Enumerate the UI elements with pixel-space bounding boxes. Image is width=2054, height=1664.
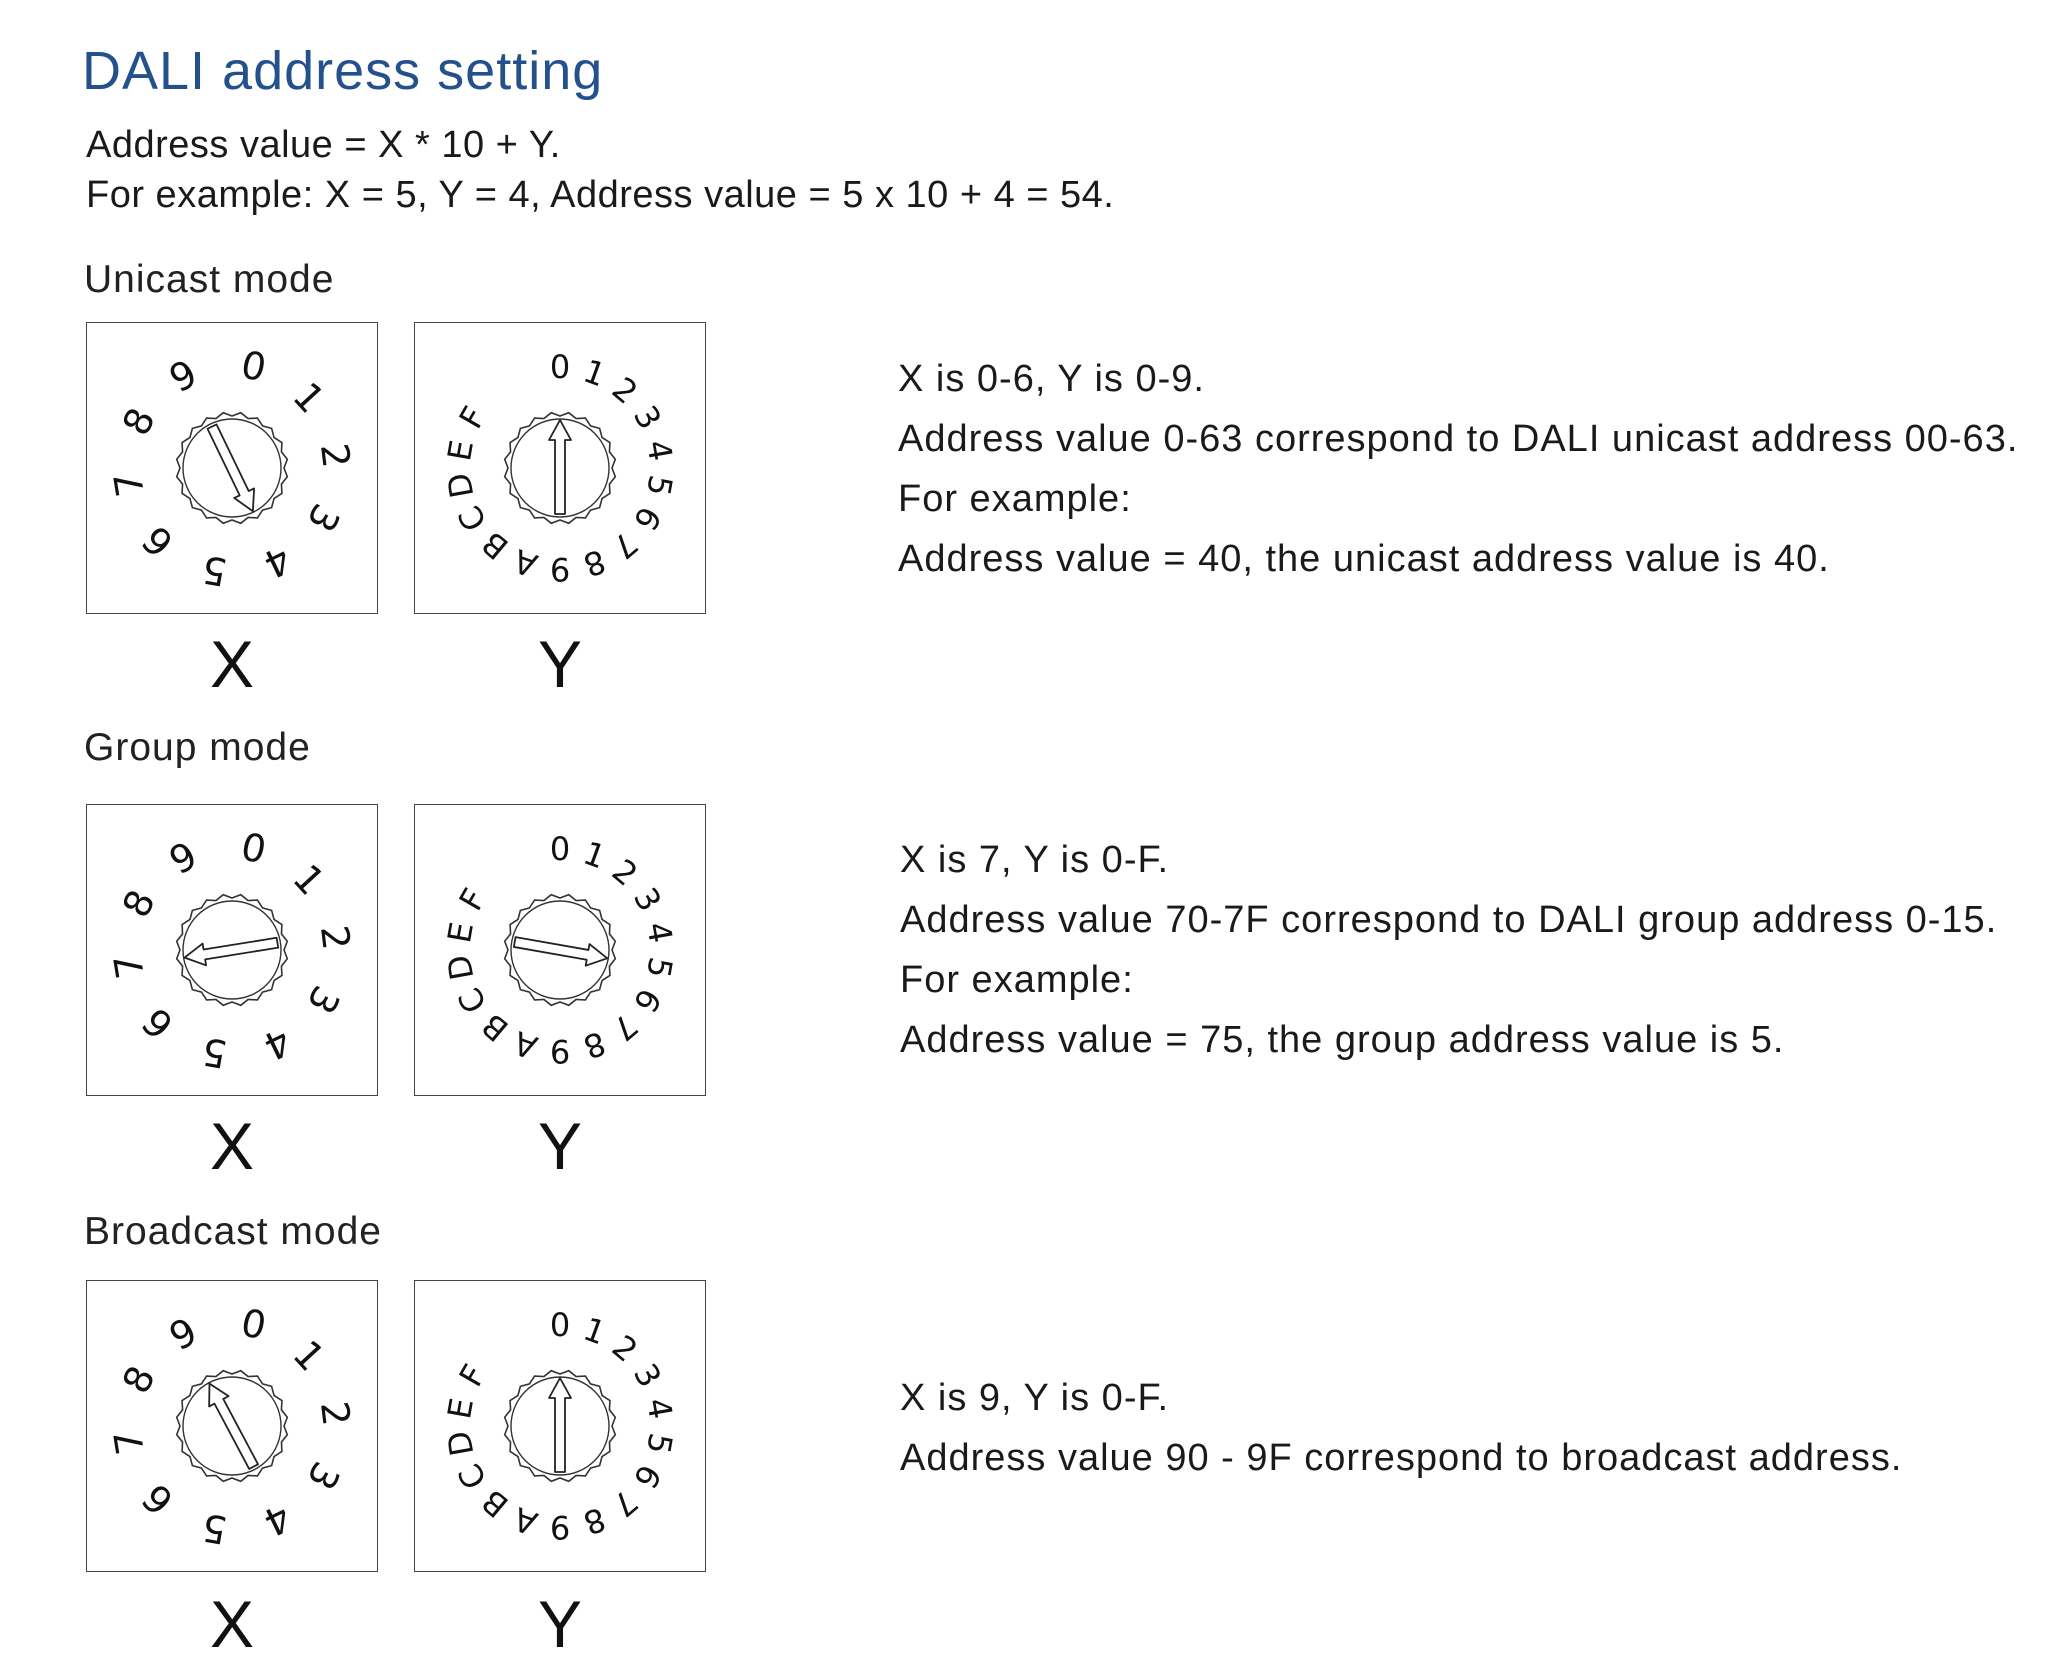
dial-digit: 0: [549, 1306, 571, 1344]
unicast-desc-line: Address value 0-63 correspond to DALI unicast address 00-63.: [898, 418, 2019, 460]
dial-digit: 6: [625, 1458, 670, 1495]
broadcast-description: [900, 1368, 1902, 1488]
dial-digit: 8: [578, 1499, 611, 1543]
dial-digit: 4: [638, 437, 680, 464]
dial-digit: E: [440, 919, 482, 946]
dial-digit: 5: [638, 954, 680, 981]
dial-digit: 6: [133, 517, 183, 566]
dial-digit: 7: [105, 1427, 153, 1458]
dial-digit: C: [450, 499, 495, 538]
dial-digit: 4: [638, 919, 680, 946]
unicast-desc-line: X is 0-6, Y is 0-9.: [898, 358, 1205, 400]
dial-digit: 1: [578, 1309, 611, 1353]
dial-digit: 8: [578, 1023, 611, 1067]
dial-digit: C: [450, 981, 495, 1020]
unicast-y-rotary-switch[interactable]: [414, 322, 706, 614]
dial-digit: B: [474, 523, 516, 567]
dial-digit: 0: [549, 348, 571, 386]
dial-digit: 2: [604, 369, 645, 412]
dial-digit: 2: [311, 922, 359, 953]
dial-digit: D: [439, 470, 482, 501]
dial-digit: 5: [198, 1504, 230, 1553]
dial-digit: 3: [625, 881, 670, 918]
dial-digit: F: [451, 1358, 494, 1393]
dial-digit: 3: [625, 1357, 670, 1394]
unicast-mode-heading: Unicast mode: [84, 258, 335, 301]
dial-digit: 7: [604, 1482, 645, 1525]
dial-digit: 3: [625, 399, 670, 436]
dial-digit: A: [508, 1023, 543, 1067]
dial-digit: 4: [256, 536, 298, 587]
dial-digit: F: [451, 882, 494, 917]
dial-digit: 7: [604, 1006, 645, 1049]
dial-digit: 2: [311, 1398, 359, 1429]
dial-digit: 4: [256, 1018, 298, 1069]
dial-digit: 1: [578, 351, 611, 395]
unicast-desc-line: Address value = 40, the unicast address value is 40.: [898, 538, 1830, 580]
group-mode-heading: Group mode: [84, 726, 311, 769]
dial-digit: 1: [284, 1332, 334, 1380]
broadcast-desc-line: Address value 90 - 9F correspond to broadcast address.: [900, 1437, 1903, 1479]
unicast-y-label: Y: [537, 627, 583, 701]
broadcast-x-label: X: [209, 1587, 255, 1661]
dial-digit: 8: [113, 1359, 164, 1401]
dial-digit: 2: [311, 440, 359, 471]
dial-digit: E: [440, 1395, 482, 1422]
dial-digit: 0: [549, 830, 571, 868]
dial-digit: 0: [237, 1300, 271, 1349]
broadcast-x-rotary-switch[interactable]: [86, 1280, 378, 1572]
dial-digit: 7: [604, 524, 645, 567]
dial-digit: A: [508, 1499, 543, 1543]
dial-digit: 2: [604, 851, 645, 894]
group-y-label: Y: [537, 1109, 583, 1183]
dial-digit: 9: [162, 351, 205, 402]
dial-digit: 5: [638, 472, 680, 499]
dial-digit: 7: [105, 469, 153, 500]
dial-digit: 4: [256, 1494, 298, 1545]
dial-digit: D: [439, 1428, 482, 1459]
dial-digit: 6: [625, 982, 670, 1019]
dial-digit: F: [451, 400, 494, 435]
group-desc-line: Address value = 75, the group address value is 5.: [900, 1019, 1785, 1061]
formula-line-1: Address value = X * 10 + Y.: [86, 124, 561, 166]
unicast-description: [898, 349, 2018, 589]
dial-digit: A: [508, 541, 543, 585]
unicast-x-label: X: [209, 627, 255, 701]
dial-digit: 9: [549, 1508, 571, 1546]
dial-digit: 6: [133, 1475, 183, 1524]
dial-digit: 1: [284, 856, 334, 904]
dial-digit: 4: [638, 1395, 680, 1422]
group-y-rotary-switch[interactable]: [414, 804, 706, 1096]
dial-digit: 9: [162, 1309, 205, 1360]
group-x-label: X: [209, 1109, 255, 1183]
formula-line-2: For example: X = 5, Y = 4, Address value = 5 x 10 + 4 = 54.: [86, 174, 1115, 216]
broadcast-desc-line: X is 9, Y is 0-F.: [900, 1377, 1170, 1419]
group-desc-line: Address value 70-7F correspond to DALI group address 0-15.: [900, 899, 1998, 941]
broadcast-mode-heading: Broadcast mode: [84, 1210, 382, 1253]
dial-digit: 0: [237, 824, 271, 873]
dial-digit: B: [474, 1005, 516, 1049]
dial-digit: 7: [105, 951, 153, 982]
broadcast-y-label: Y: [537, 1587, 583, 1661]
unicast-x-rotary-switch[interactable]: [86, 322, 378, 614]
dial-digit: 3: [298, 496, 349, 540]
group-description: [900, 830, 1997, 1070]
dial-digit: 2: [604, 1327, 645, 1370]
dial-digit: 3: [298, 1454, 349, 1498]
dial-digit: 9: [162, 833, 205, 884]
dial-digit: E: [440, 437, 482, 464]
dial-digit: B: [474, 1481, 516, 1525]
dial-digit: 9: [549, 1032, 571, 1070]
dial-digit: 5: [198, 1028, 230, 1077]
unicast-desc-line: For example:: [898, 478, 1132, 520]
dial-digit: 8: [113, 883, 164, 925]
page-title: DALI address setting: [82, 41, 604, 101]
dial-digit: 1: [578, 833, 611, 877]
dial-digit: 1: [284, 374, 334, 422]
group-x-rotary-switch[interactable]: [86, 804, 378, 1096]
dial-digit: 9: [549, 550, 571, 588]
dial-digit: 8: [578, 541, 611, 585]
broadcast-y-rotary-switch[interactable]: [414, 1280, 706, 1572]
dial-digit: 6: [625, 500, 670, 537]
group-desc-line: For example:: [900, 959, 1134, 1001]
dial-digit: 8: [113, 401, 164, 443]
dial-digit: C: [450, 1457, 495, 1496]
dial-digit: 0: [237, 342, 271, 391]
group-desc-line: X is 7, Y is 0-F.: [900, 839, 1170, 881]
dial-digit: 5: [638, 1430, 680, 1457]
dial-digit: 3: [298, 978, 349, 1022]
dial-digit: D: [439, 952, 482, 983]
dial-digit: 6: [133, 999, 183, 1048]
dial-digit: 5: [198, 546, 230, 595]
